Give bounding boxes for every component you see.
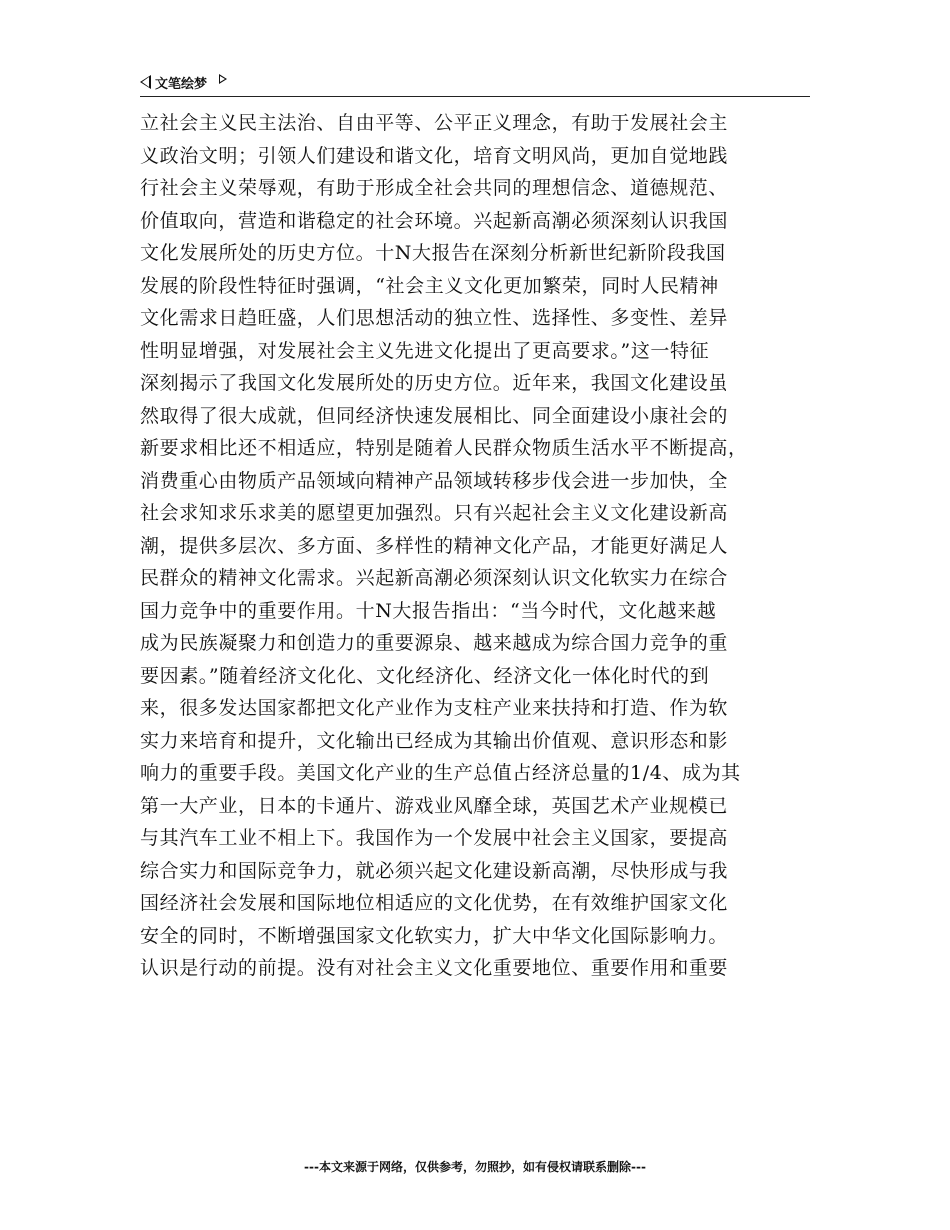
body-line: 民群众的精神文化需求。兴起新高潮必须深刻认识文化软实力在综合: [140, 567, 729, 589]
body-line: 文化需求日趋旺盛，人们思想活动的独立性、选择性、多变性、差异: [140, 307, 729, 329]
body-line: 响力的重要手段。美国文化产业的生产总值占经济总量的1/4、成为其: [140, 762, 741, 784]
body-line: 国经济社会发展和国际地位相适应的文化优势，在有效维护国家文化: [140, 892, 729, 914]
body-line: 价值取向，营造和谐稳定的社会环境。兴起新高潮必须深刻认识我国: [140, 209, 729, 232]
page-footer: ---本文来源于网络，仅供参考，勿照抄，如有侵权请联系删除---: [304, 1160, 646, 1174]
body-line: 义政治文明；引领人们建设和谐文化，培育文明风尚，更加自觉地践: [140, 144, 729, 167]
body-line: 实力来培育和提升，文化输出已经成为其输出价值观、意识形态和影: [140, 729, 729, 752]
triangle-right-icon: [219, 74, 227, 84]
body-line: 认识是行动的前提。没有对社会主义文化重要地位、重要作用和重要: [140, 957, 729, 979]
header-bar: [140, 72, 810, 92]
body-line: 第一大产业，日本的卡通片、游戏业风靡全球，英国艺术产业规模已: [140, 794, 729, 817]
body-line: 新要求相比还不相适应，特别是随着人民群众物质生活水平不断提高，: [140, 437, 748, 459]
page-header: [140, 72, 810, 97]
body-line: 文化发展所处的历史方位。十N大报告在深刻分析新世纪新阶段我国: [140, 242, 726, 264]
body-line: 然取得了很大成就，但同经济快速发展相比、同全面建设小康社会的: [140, 404, 729, 427]
body-line: 发展的阶段性特征时强调，“社会主义文化更加繁荣，同时人民精神: [140, 274, 719, 297]
body-line: 国力竞争中的重要作用。十N大报告指出：“当今时代，文化越来越: [140, 599, 717, 622]
triangle-left-icon: [140, 75, 151, 89]
document-body: [140, 107, 820, 985]
body-line: 要因素。”随着经济文化化、文化经济化、经济文化一体化时代的到: [140, 664, 710, 687]
body-line: 立社会主义民主法治、自由平等、公平正义理念，有助于发展社会主: [140, 112, 729, 134]
header-title: 文笔绘梦: [155, 76, 208, 92]
body-line: 性明显增强，对发展社会主义先进文化提出了更高要求。”这一特征: [140, 339, 710, 362]
body-line: 社会求知求乐求美的愿望更加强烈。只有兴起社会主义文化建设新高: [140, 502, 729, 524]
body-line: 消费重心由物质产品领域向精神产品领域转移步伐会进一步加快，全: [140, 469, 729, 492]
body-line: 行社会主义荣辱观，有助于形成全社会共同的理想信念、道德规范、: [140, 177, 729, 199]
body-line: 与其汽车工业不相上下。我国作为一个发展中社会主义国家，要提高: [140, 827, 729, 849]
body-line: 综合实力和国际竞争力，就必须兴起文化建设新高潮，尽快形成与我: [140, 859, 729, 882]
body-line: 深刻揭示了我国文化发展所处的历史方位。近年来，我国文化建设虽: [140, 372, 729, 394]
body-line: 潮，提供多层次、多方面、多样性的精神文化产品，才能更好满足人: [140, 534, 729, 557]
body-line: 成为民族凝聚力和创造力的重要源泉、越来越成为综合国力竞争的重: [140, 632, 729, 654]
body-line: 安全的同时，不断增强国家文化软实力，扩大中华文化国际影响力。: [140, 924, 729, 947]
body-line: 来，很多发达国家都把文化产业作为支柱产业来扶持和打造、作为软: [140, 697, 729, 719]
